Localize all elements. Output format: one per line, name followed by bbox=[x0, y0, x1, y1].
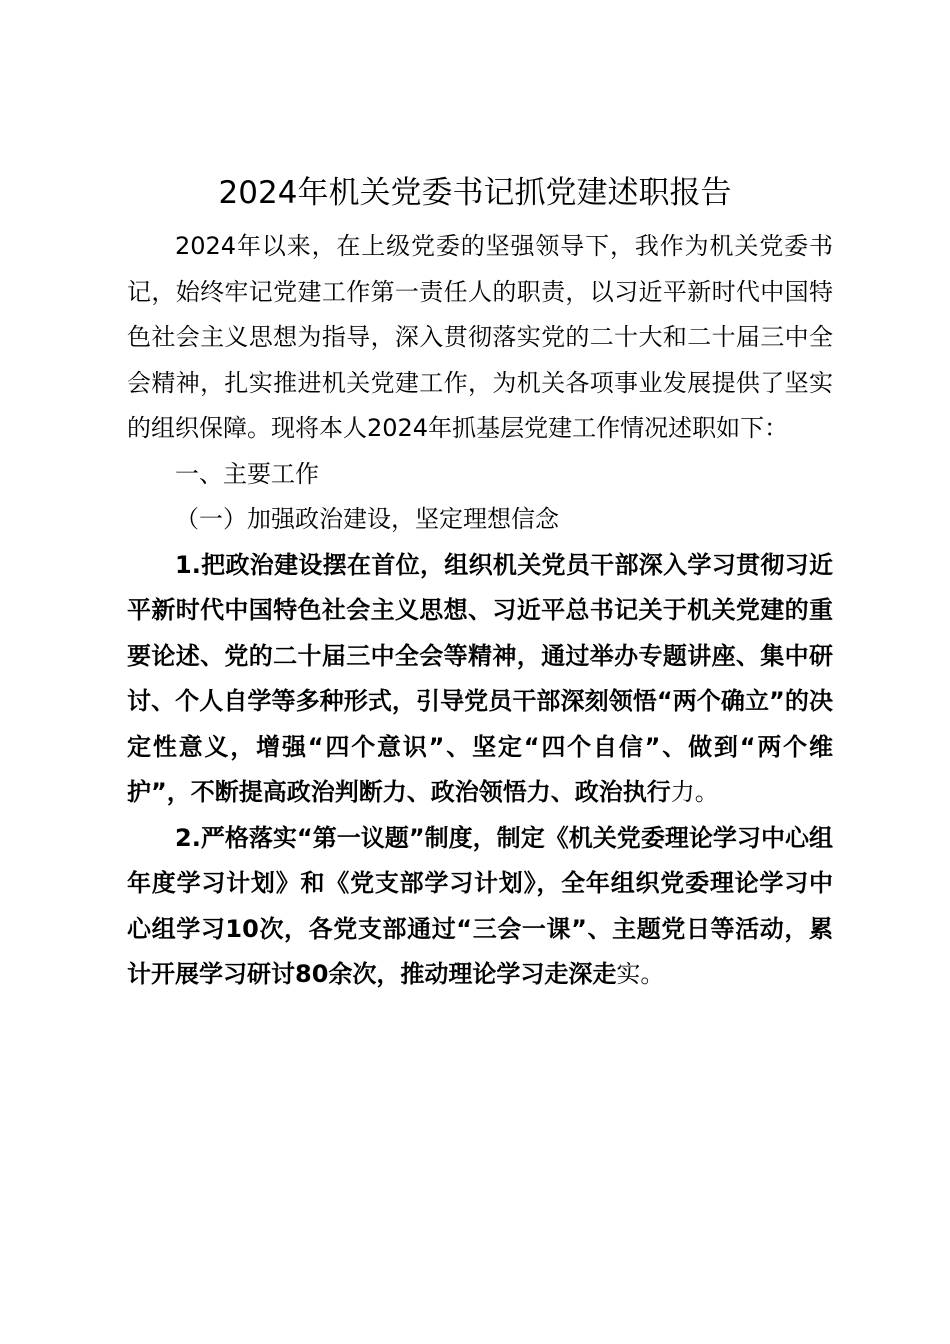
item-1-paragraph bbox=[127, 543, 833, 816]
item-1-bold-text: 1.把政治建设摆在首位，组织机关党员干部深入学习贯彻习近平新时代中国特色社会主义思想、习近平总书记关于机关党建的重要论述、党的二十届三中全会等精神，通过举办专题讲座、集中研讨、个人自学等多种形式，引导党员干部深刻领悟“两个确立”的决定性意义，增强“四个意识”、坚定“四个自信”、做到“两个维护”，不断提高政治判断力、政治领悟力、政治执行 bbox=[127, 550, 833, 806]
section-heading-main-work: 一、主要工作 bbox=[175, 459, 319, 488]
item-2-paragraph bbox=[127, 816, 833, 998]
item-1-tail-text: 力。 bbox=[670, 778, 719, 806]
intro-paragraph: 2024年以来，在上级党委的坚强领导下，我作为机关党委书记，始终牢记党建工作第一责任人的职责，以习近平新时代中国特色社会主义思想为指导，深入贯彻落实党的二十大和二十届三中全会精神，扎实推进机关党建工作，为机关各项事业发展提供了坚实的组织保障。现将本人2024年抓基层党建工作情况述职如下： bbox=[127, 232, 833, 442]
document-title: 2024年机关党委书记抓党建述职报告 bbox=[218, 175, 732, 211]
item-2-tail-text: 实。 bbox=[616, 960, 665, 988]
document-body bbox=[127, 224, 833, 998]
item-2-bold-text: 2.严格落实“第一议题”制度，制定《机关党委理论学习中心组年度学习计划》和《党支部学习计划》，全年组织党委理论学习中心组学习10次，各党支部通过“三会一课”、主题党日等活动，累计开展学习研讨80余次，推动理论学习走深走 bbox=[127, 823, 833, 988]
subsection-heading-political-building: （一）加强政治建设，坚定理想信念 bbox=[175, 505, 559, 533]
